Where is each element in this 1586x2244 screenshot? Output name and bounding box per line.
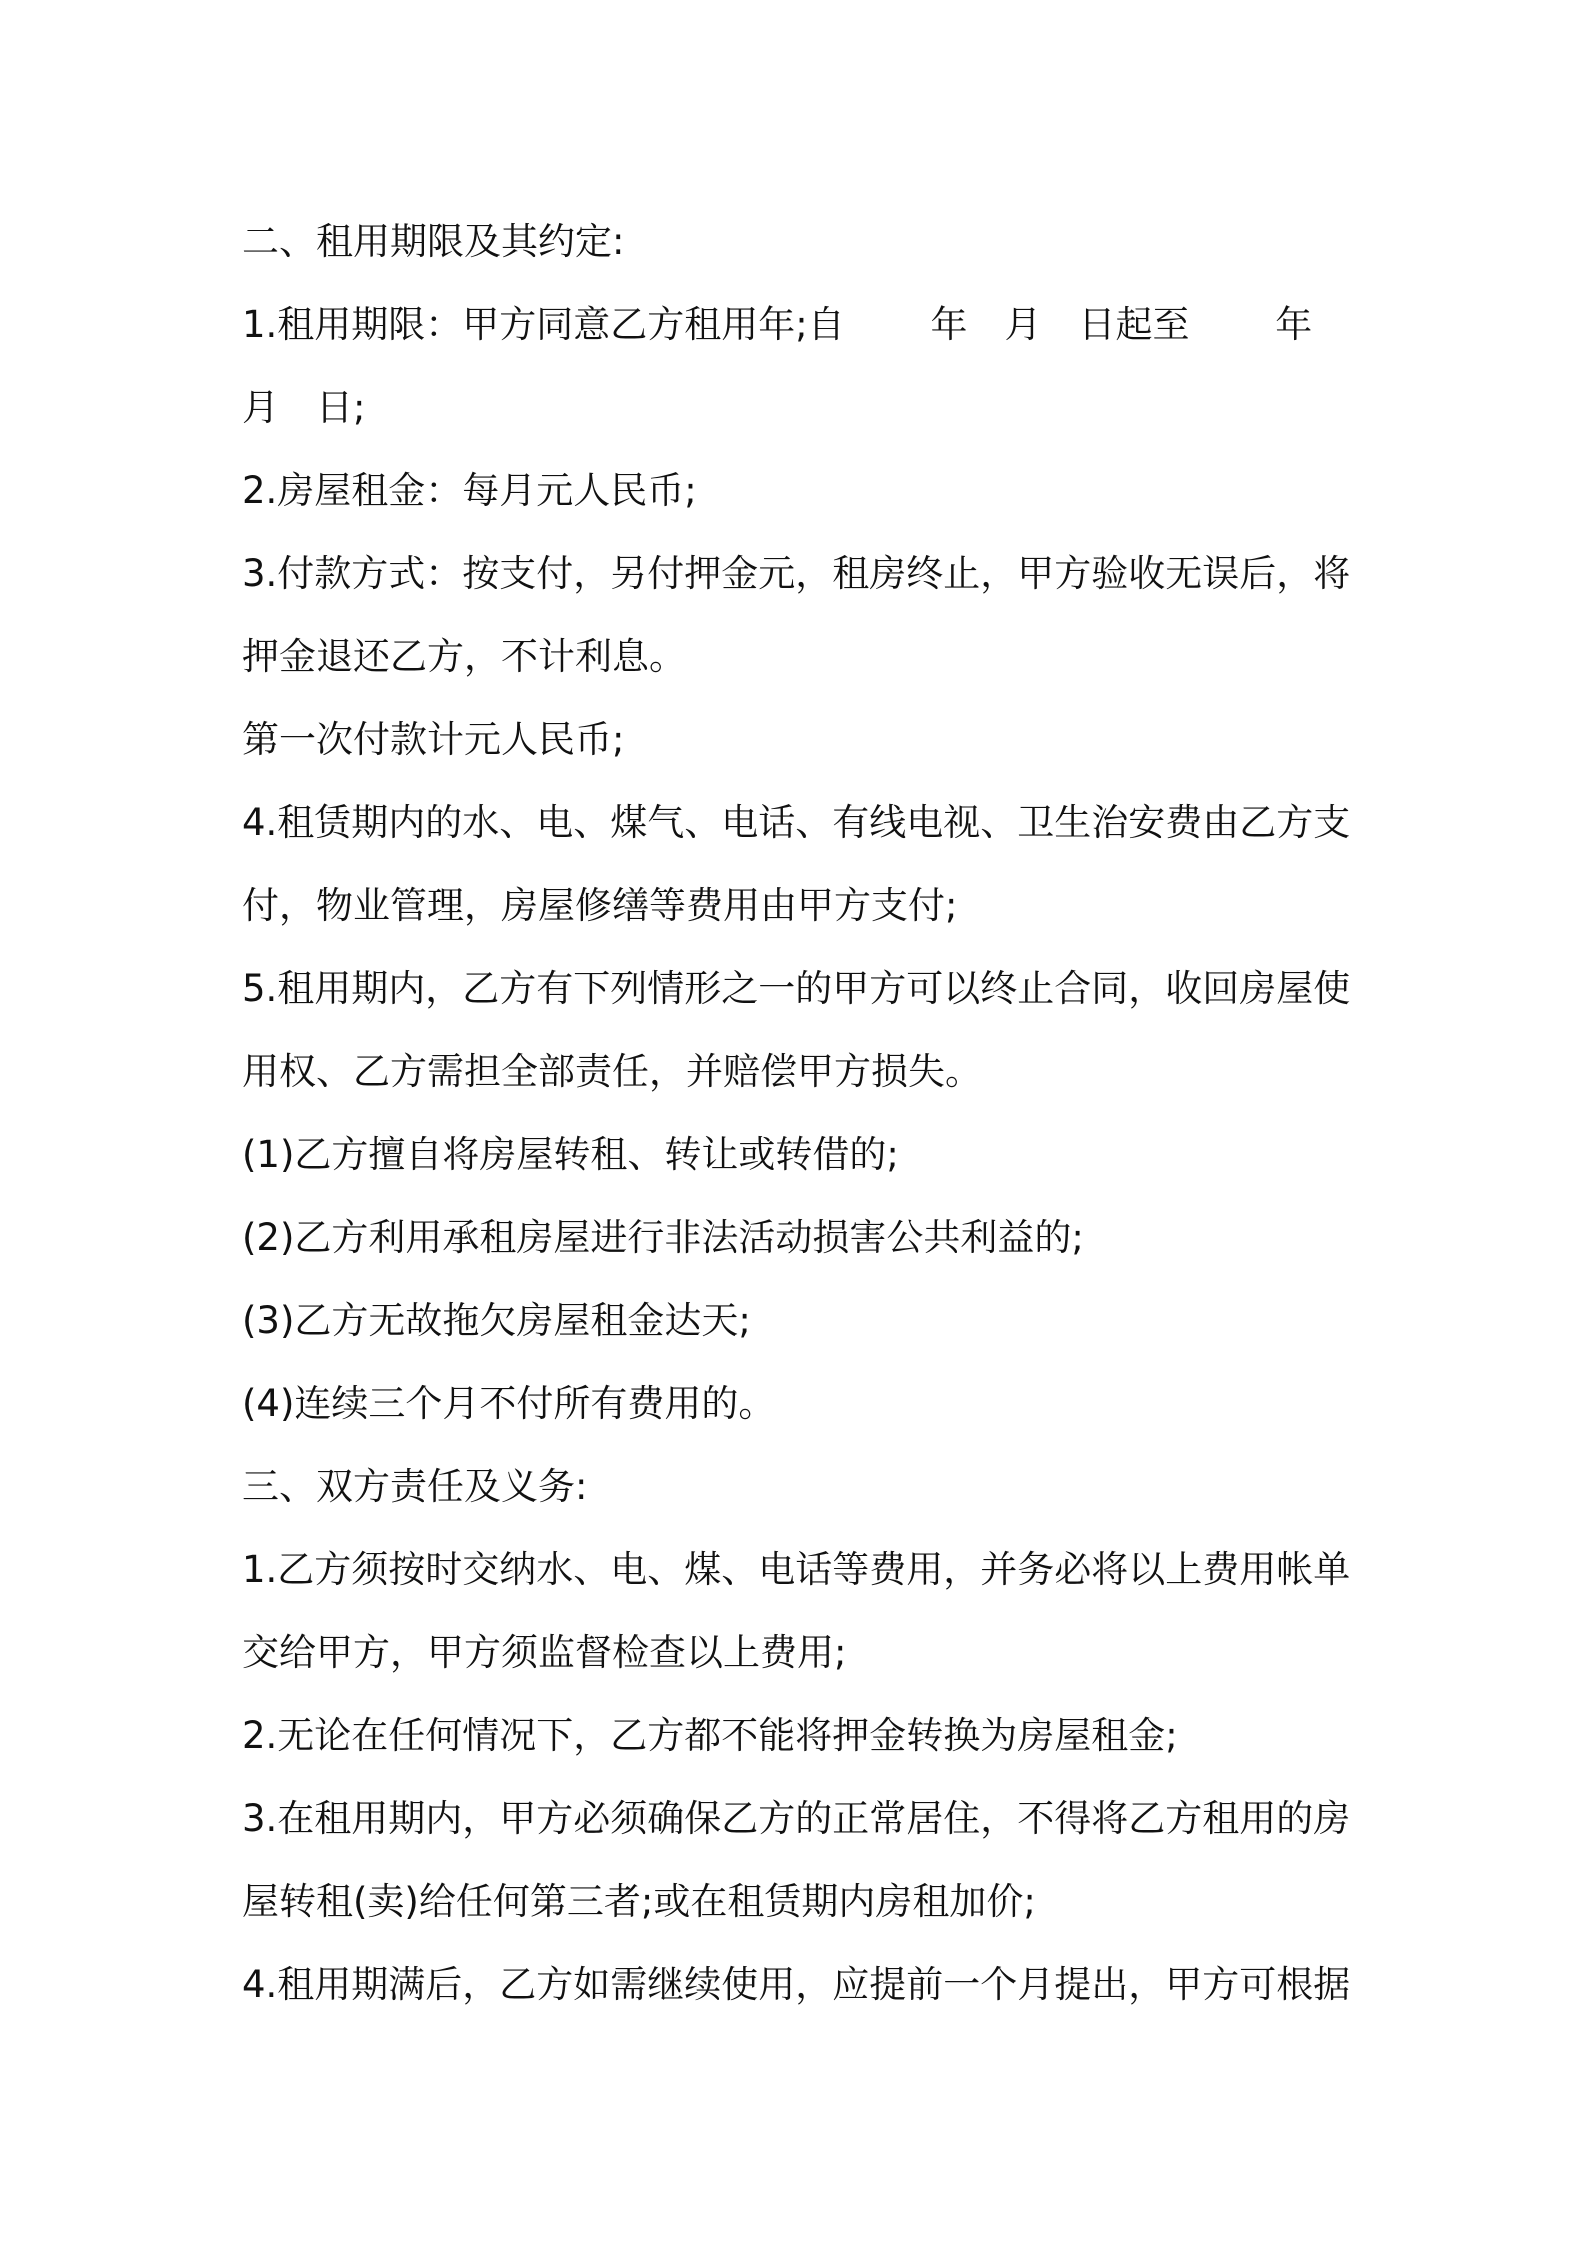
paragraph-line: 3.在租用期内，甲方必须确保乙方的正常居住，不得将乙方租用的房: [242, 1797, 1351, 1840]
paragraph-line: 第一次付款计元人民币;: [242, 718, 625, 761]
paragraph-line: 2.无论在任何情况下，乙方都不能将押金转换为房屋租金;: [242, 1714, 1178, 1757]
list-item: (2)乙方利用承租房屋进行非法活动损害公共利益的;: [242, 1216, 1084, 1259]
list-item: (1)乙方擅自将房屋转租、转让或转借的;: [242, 1133, 899, 1176]
paragraph-line: 2.房屋租金：每月元人民币;: [242, 469, 697, 512]
section-heading-duties: 三、双方责任及义务:: [242, 1465, 588, 1508]
document-body: [242, 200, 1352, 2026]
paragraph-line: 屋转租(卖)给任何第三者;或在租赁期内房租加价;: [242, 1880, 1036, 1923]
paragraph-line: 4.租用期满后，乙方如需继续使用，应提前一个月提出，甲方可根据: [242, 1963, 1351, 2006]
paragraph-line: 1.租用期限：甲方同意乙方租用年;自 年 月 日起至 年: [242, 303, 1313, 346]
paragraph-line: 3.付款方式：按支付，另付押金元，租房终止，甲方验收无误后，将: [242, 552, 1351, 595]
list-item: (4)连续三个月不付所有费用的。: [242, 1382, 776, 1425]
paragraph-line: 4.租赁期内的水、电、煤气、电话、有线电视、卫生治安费由乙方支: [242, 801, 1351, 844]
paragraph-line: 押金退还乙方，不计利息。: [242, 635, 686, 678]
paragraph-line: 1.乙方须按时交纳水、电、煤、电话等费用，并务必将以上费用帐单: [242, 1548, 1351, 1591]
section-heading-term: 二、租用期限及其约定:: [242, 220, 625, 263]
list-item: (3)乙方无故拖欠房屋租金达天;: [242, 1299, 751, 1342]
paragraph-line: 付，物业管理，房屋修缮等费用由甲方支付;: [242, 884, 958, 927]
paragraph-line: 交给甲方，甲方须监督检查以上费用;: [242, 1631, 847, 1674]
paragraph-line: 5.租用期内，乙方有下列情形之一的甲方可以终止合同，收回房屋使: [242, 967, 1351, 1010]
paragraph-line: 用权、乙方需担全部责任，并赔偿甲方损失。: [242, 1050, 982, 1093]
paragraph-line: 月 日;: [242, 386, 366, 429]
